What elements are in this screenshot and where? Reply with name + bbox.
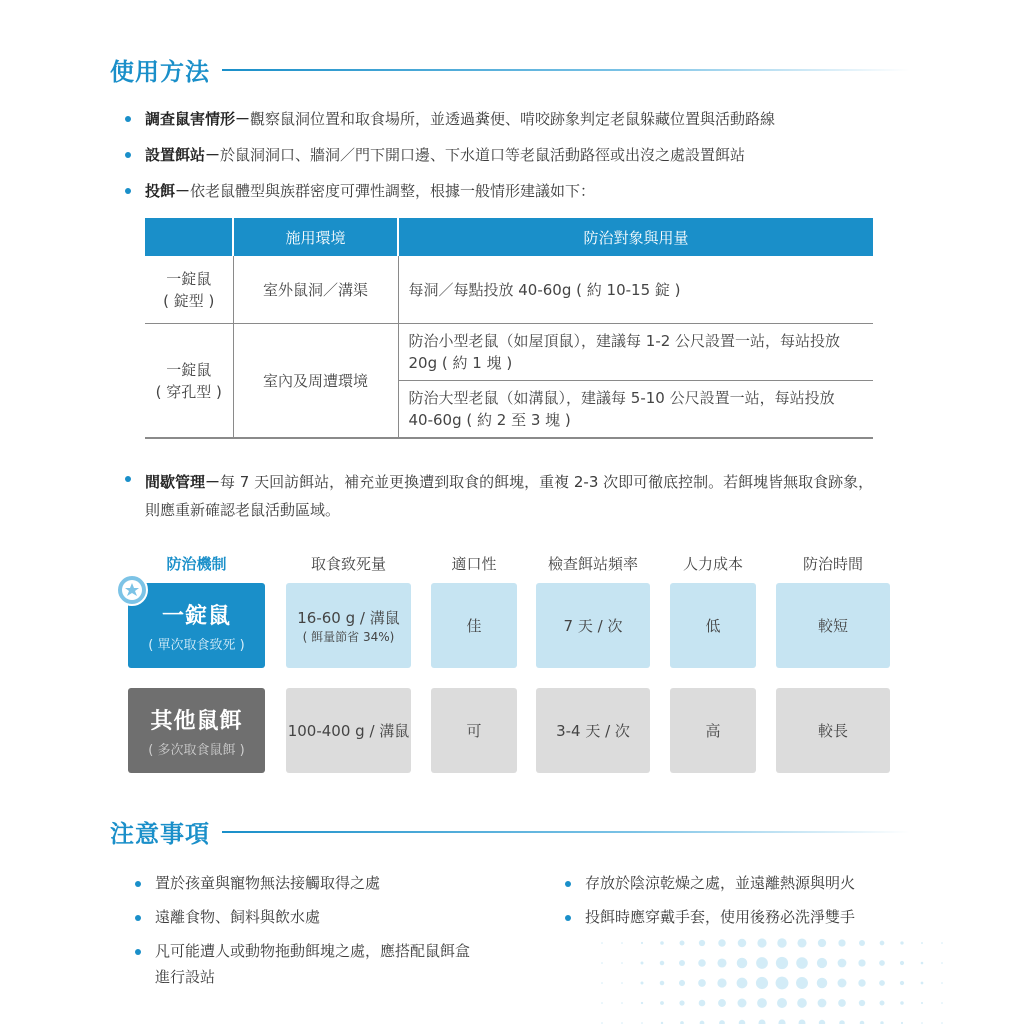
labor-cost-cell: 低 bbox=[670, 583, 756, 668]
decorative-dot bbox=[717, 958, 726, 967]
decorative-dot bbox=[737, 978, 748, 989]
decorative-dot bbox=[796, 957, 808, 969]
decorative-dot bbox=[601, 942, 603, 944]
lethal-dose-cell bbox=[286, 583, 411, 668]
decorative-dot bbox=[818, 939, 826, 947]
usage-bullet bbox=[125, 108, 885, 130]
decorative-dot bbox=[738, 939, 747, 948]
decorative-dot bbox=[660, 1001, 664, 1005]
col-head-palatability: 適口性 bbox=[451, 555, 497, 573]
decorative-dot bbox=[859, 1000, 865, 1006]
decorative-dot bbox=[941, 982, 943, 984]
note-item: 置於孩童與寵物無法接觸取得之處 bbox=[135, 870, 475, 896]
bullet-lead: 設置餌站－ bbox=[145, 146, 221, 164]
usage-title: 使用方法 bbox=[110, 58, 210, 86]
product-sub: ( 單次取食致死 ) bbox=[148, 637, 245, 653]
check-frequency-cell: 7 天 / 次 bbox=[536, 583, 650, 668]
decorative-dot bbox=[641, 962, 644, 965]
table-row bbox=[145, 256, 873, 324]
note-item: 遠離食物、飼料與飲水處 bbox=[135, 904, 475, 930]
decorative-dot bbox=[621, 982, 623, 984]
table-cell-environment: 室外鼠洞／溝渠 bbox=[233, 256, 398, 324]
usage-bullet bbox=[125, 180, 885, 202]
decorative-dot bbox=[819, 1020, 825, 1024]
col-head-check-frequency: 檢查餌站頻率 bbox=[547, 555, 638, 573]
lethal-dose-note: ( 餌量節省 34%) bbox=[302, 629, 395, 644]
decorative-dot bbox=[880, 1001, 885, 1006]
decorative-dot bbox=[718, 939, 726, 947]
lethal-dose-cell: 100-400 g / 溝鼠 bbox=[286, 688, 411, 773]
table-header-usage: 防治對象與用量 bbox=[398, 218, 873, 256]
decorative-dot bbox=[941, 1002, 943, 1004]
decorative-dot bbox=[777, 938, 786, 947]
decorative-dot bbox=[756, 957, 768, 969]
table-header-row bbox=[145, 218, 873, 256]
bullet-text: 依老鼠體型與族群密度可彈性調整，根據一般情形建議如下： bbox=[190, 182, 596, 200]
decorative-dot bbox=[739, 1020, 746, 1024]
decorative-dot bbox=[679, 960, 685, 966]
product-sub: ( 多次取食鼠餌 ) bbox=[148, 742, 245, 758]
decorative-dot bbox=[838, 999, 846, 1007]
bullet-lead: 間歇管理－ bbox=[145, 473, 221, 491]
decorative-dot bbox=[818, 999, 827, 1008]
bullet-text: 觀察鼠洞位置和取食場所，並透過糞便、啃咬跡象判定老鼠躲藏位置與活動路線 bbox=[250, 110, 776, 128]
decorative-dot bbox=[859, 940, 865, 946]
usage-section-header bbox=[110, 52, 910, 87]
palatability-cell: 可 bbox=[431, 688, 517, 773]
usage-bullet bbox=[125, 144, 885, 166]
decorative-dot bbox=[778, 1019, 785, 1024]
table-cell-type: 一錠鼠 ( 錠型 ) bbox=[145, 256, 233, 324]
bullet-lead: 調查鼠害情形－ bbox=[145, 110, 251, 128]
decorative-dot bbox=[838, 939, 845, 946]
usage-bullet-list bbox=[125, 108, 885, 202]
decorative-dot bbox=[698, 979, 706, 987]
decorative-dot bbox=[941, 962, 943, 964]
decorative-dot bbox=[858, 979, 865, 986]
decorative-dot bbox=[621, 1002, 623, 1004]
decorative-dot-pattern-icon bbox=[590, 935, 950, 1024]
decorative-dot bbox=[921, 962, 924, 965]
decorative-dot bbox=[759, 1020, 766, 1024]
decorative-dot bbox=[699, 940, 705, 946]
decorative-dot bbox=[660, 941, 664, 945]
decorative-dot bbox=[796, 977, 808, 989]
col-head-control-time: 防治時間 bbox=[802, 555, 863, 573]
bullet-text: 於鼠洞洞口、牆洞／門下開口邊、下水道口等老鼠活動路徑或出沒之處設置餌站 bbox=[220, 146, 746, 164]
decorative-dot bbox=[660, 961, 664, 965]
decorative-dot bbox=[776, 957, 788, 969]
decorative-dot bbox=[817, 978, 827, 988]
table-cell-usage: 防治大型老鼠（如溝鼠），建議每 5-10 公尺設置一站，每站投放 40-60g ( 約 2 至 3 塊 ) bbox=[408, 389, 835, 429]
decorative-dot bbox=[900, 941, 903, 944]
decorative-dot bbox=[777, 998, 787, 1008]
control-time-cell: 較短 bbox=[776, 583, 890, 668]
decorative-dot bbox=[797, 938, 806, 947]
notes-section-header bbox=[110, 814, 910, 849]
decorative-dot bbox=[717, 978, 726, 987]
decorative-dot bbox=[817, 958, 827, 968]
check-frequency-cell: 3-4 天 / 次 bbox=[536, 688, 650, 773]
table-cell-type: 一錠鼠 ( 穿孔型 ) bbox=[145, 324, 233, 439]
notes-title-rule bbox=[222, 831, 910, 833]
decorative-dot bbox=[641, 982, 644, 985]
decorative-dot bbox=[858, 959, 865, 966]
decorative-dot bbox=[621, 942, 623, 944]
decorative-dot bbox=[839, 1020, 845, 1024]
decorative-dot bbox=[737, 958, 748, 969]
decorative-dot bbox=[641, 942, 643, 944]
product-label-box bbox=[128, 688, 265, 773]
decorative-dot bbox=[776, 977, 789, 990]
decorative-dot bbox=[757, 998, 767, 1008]
palatability-cell: 佳 bbox=[431, 583, 517, 668]
notes-title: 注意事項 bbox=[110, 820, 210, 848]
product-name: 其他鼠餌 bbox=[150, 708, 243, 734]
table-cell-usage: 防治小型老鼠（如屋頂鼠），建議每 1-2 公尺設置一站，每站投放 20g ( 約 1 塊 ) bbox=[398, 324, 873, 381]
table-cell-environment: 室內及周遭環境 bbox=[233, 324, 398, 439]
lethal-dose-value: 16-60 g / 溝鼠 bbox=[297, 608, 400, 627]
col-head-lethal-dose: 取食致死量 bbox=[310, 555, 386, 573]
usage-title-rule bbox=[222, 69, 910, 71]
decorative-dot bbox=[900, 961, 904, 965]
bullet-text: 每 7 天回訪餌站，補充並更換遭到取食的餌塊，重複 2-3 次即可徹底控制。若餌塊皆無取食跡象，則應重新確認老鼠活動區域。 bbox=[145, 473, 874, 519]
decorative-dot bbox=[601, 962, 603, 964]
decorative-dot bbox=[756, 977, 768, 989]
note-item: 凡可能遭人或動物拖動餌塊之處，應搭配鼠餌盒進行設站 bbox=[135, 938, 475, 990]
decorative-dot bbox=[838, 959, 847, 968]
table-row bbox=[145, 324, 873, 381]
decorative-dot bbox=[797, 998, 807, 1008]
decorative-dot bbox=[838, 979, 847, 988]
col-head-labor-cost: 人力成本 bbox=[682, 555, 743, 573]
table-header-blank bbox=[145, 218, 233, 256]
decorative-dot bbox=[799, 1020, 806, 1024]
decorative-dot bbox=[718, 999, 726, 1007]
decorative-dot bbox=[601, 1002, 603, 1004]
col-head-mechanism: 防治機制 bbox=[166, 555, 227, 573]
decorative-dot bbox=[900, 981, 904, 985]
decorative-dot bbox=[921, 942, 923, 944]
decorative-dot bbox=[621, 962, 623, 964]
decorative-dot bbox=[680, 941, 685, 946]
notes-right-list bbox=[565, 870, 905, 938]
note-item: 投餌時應穿戴手套，使用後務必洗淨雙手 bbox=[565, 904, 905, 930]
decorative-dot bbox=[641, 1002, 643, 1004]
labor-cost-cell: 高 bbox=[670, 688, 756, 773]
award-badge-icon bbox=[112, 572, 152, 612]
decorative-dot bbox=[941, 942, 943, 944]
control-time-cell: 較長 bbox=[776, 688, 890, 773]
decorative-dot bbox=[698, 959, 706, 967]
decorative-dot bbox=[880, 941, 885, 946]
intermittent-bullet bbox=[125, 468, 885, 524]
decorative-dot bbox=[900, 1001, 904, 1005]
notes-left-list bbox=[135, 870, 475, 998]
decorative-dot bbox=[879, 960, 885, 966]
decorative-dot bbox=[699, 1000, 706, 1007]
decorative-dot bbox=[660, 981, 665, 986]
decorative-dot bbox=[921, 982, 924, 985]
decorative-dot bbox=[738, 999, 747, 1008]
table-cell-usage: 每洞／每點投放 40-60g ( 約 10-15 錠 ) bbox=[398, 256, 873, 324]
decorative-dot bbox=[719, 1020, 725, 1024]
table-header-environment: 施用環境 bbox=[233, 218, 398, 256]
decorative-dot bbox=[601, 982, 603, 984]
bait-usage-table bbox=[145, 218, 873, 439]
note-item: 存放於陰涼乾燥之處，並遠離熱源與明火 bbox=[565, 870, 905, 896]
bullet-lead: 投餌－ bbox=[145, 182, 191, 200]
decorative-dot bbox=[679, 980, 685, 986]
decorative-dot bbox=[700, 1021, 705, 1024]
decorative-dot bbox=[921, 1002, 923, 1004]
product-name: 一錠鼠 bbox=[161, 603, 231, 629]
decorative-dot bbox=[679, 1000, 684, 1005]
intermittent-bullet-list bbox=[125, 468, 885, 524]
decorative-dot bbox=[757, 938, 766, 947]
decorative-dot bbox=[879, 980, 885, 986]
